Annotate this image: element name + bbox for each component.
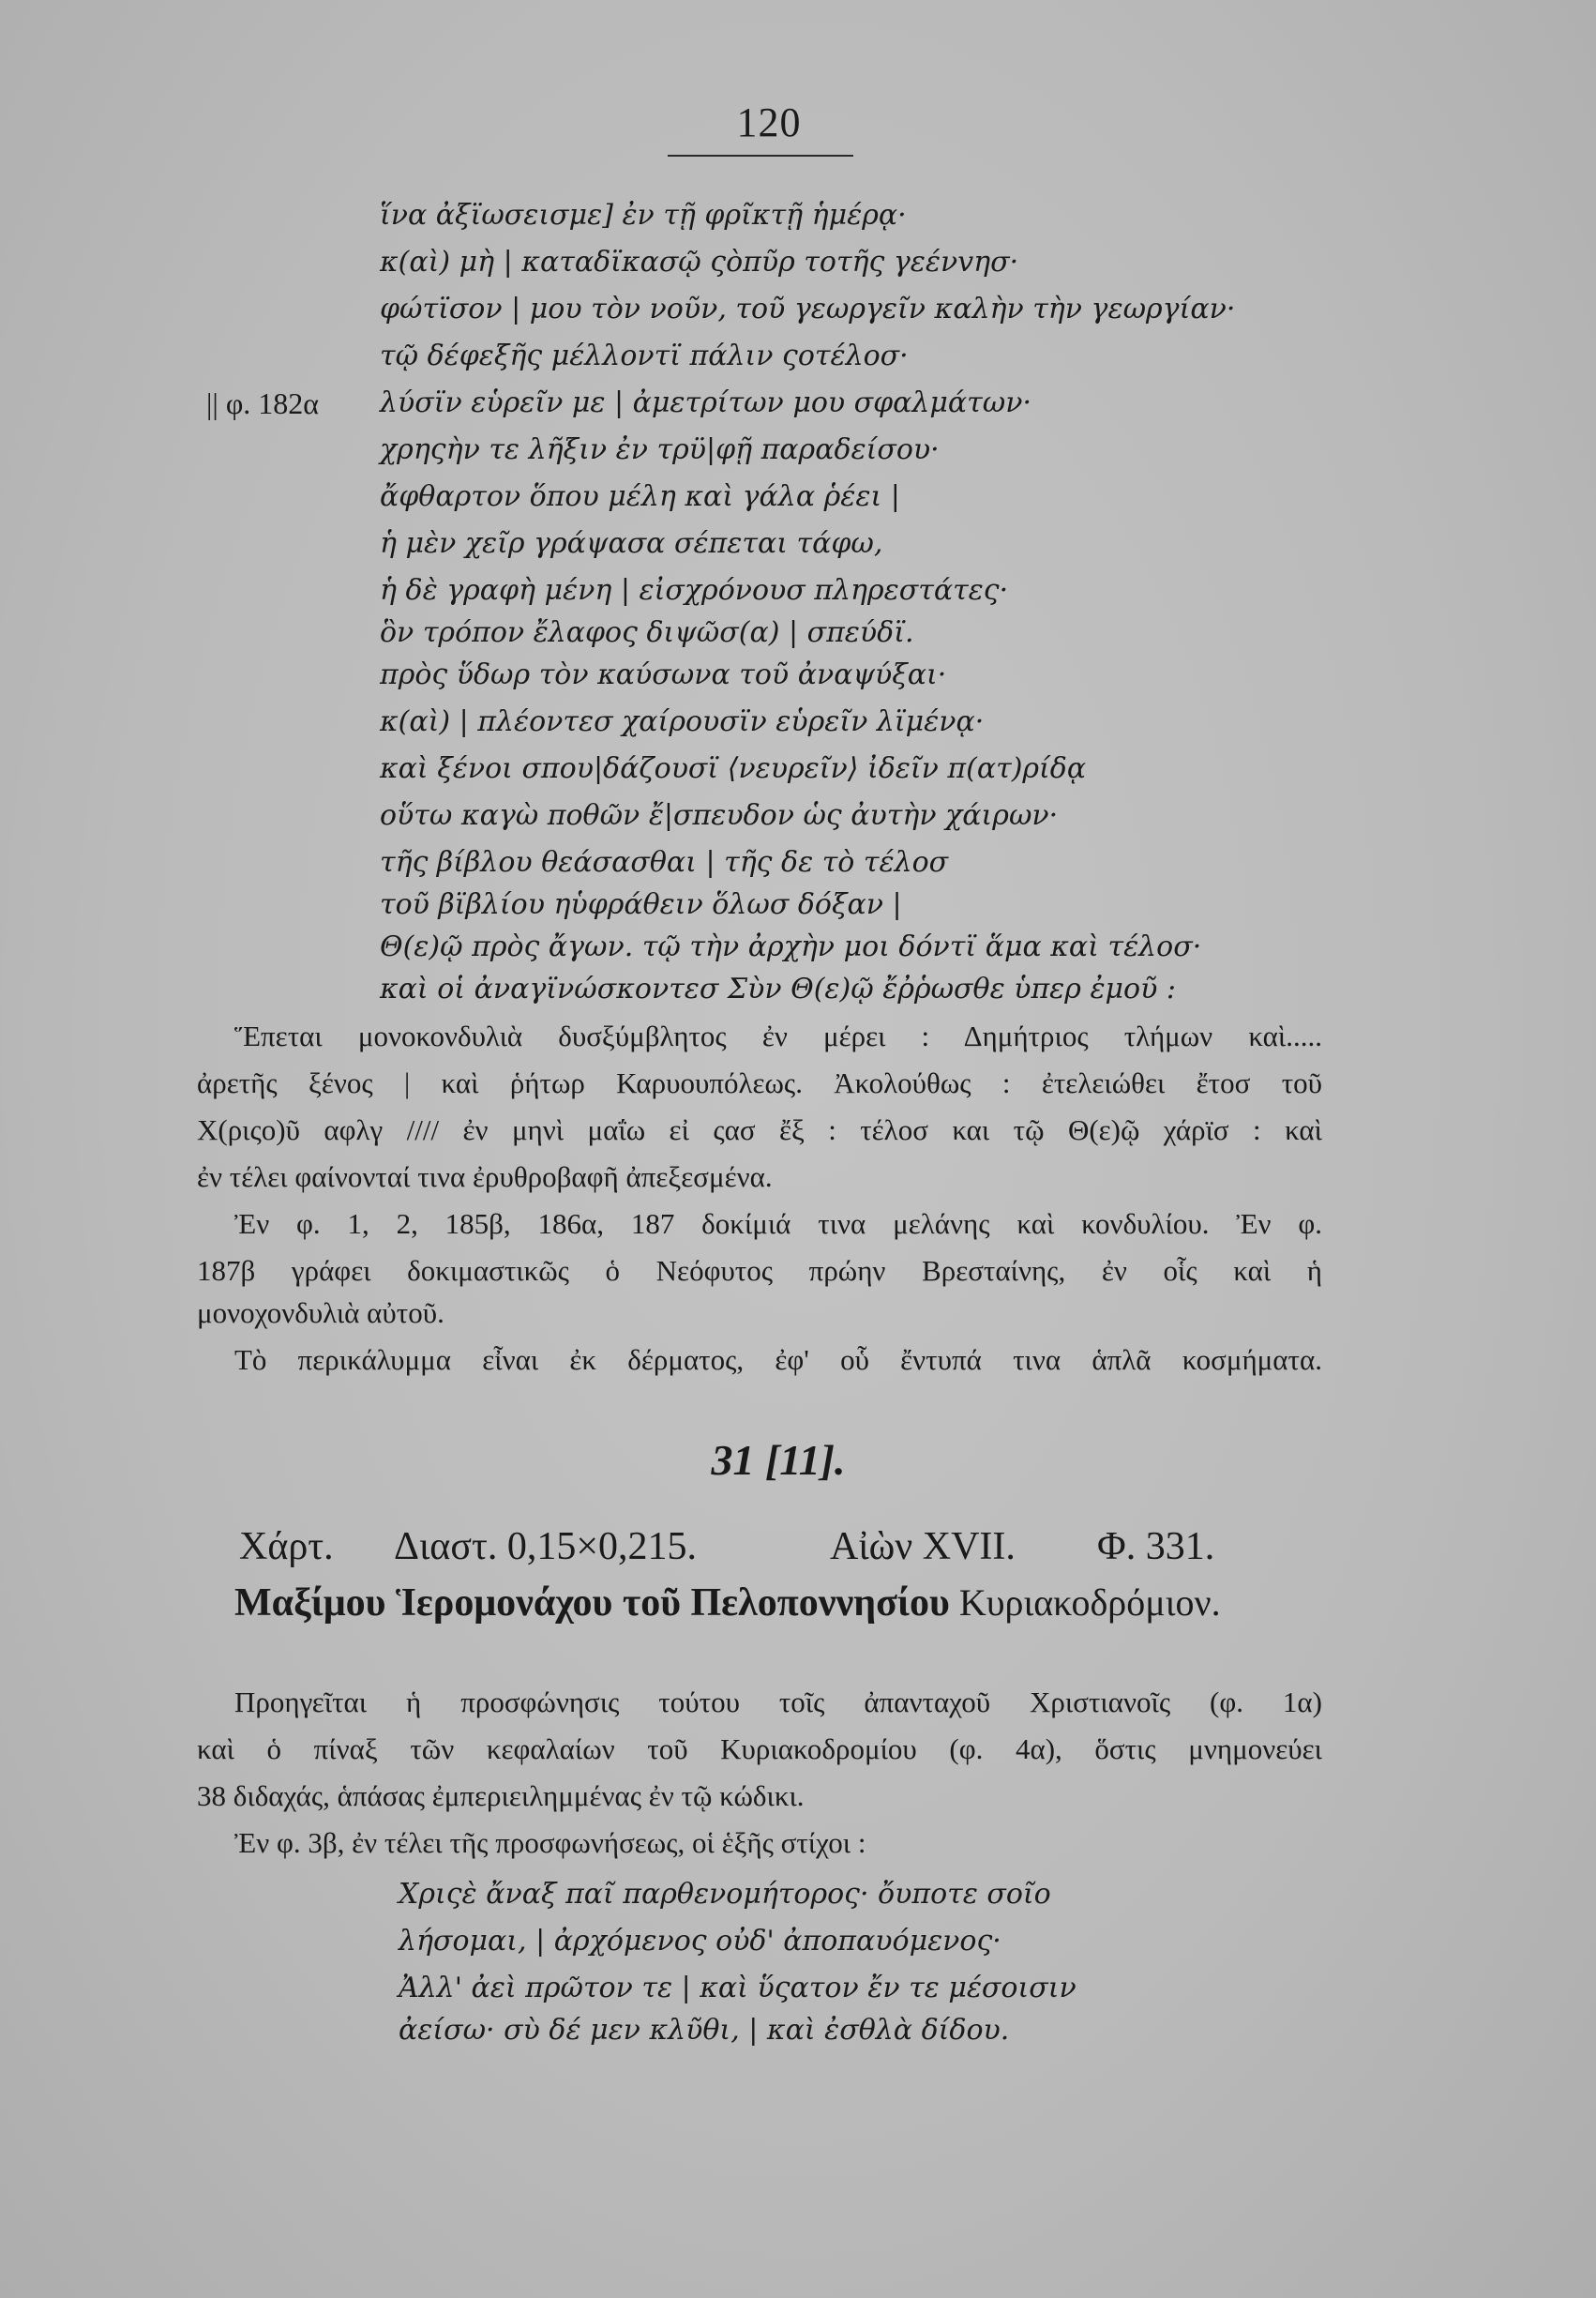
prose-line: ἐν τέλει φαίνονταί τινα ἐρυθροβαφῆ ἀπεξεσμένα. (197, 1160, 773, 1193)
poem-line: ὃν τρόπον ἔλαφος διψῶσ(α) | σπεύδϊ. (380, 616, 914, 649)
poem-line: τῷ δέφεξῆς μέλλοντϊ πάλιν ςοτέλοσ· (380, 340, 909, 372)
prose-line: Ἕπεται μονοκονδυλιὰ δυσξύμβλητος ἐν μέρει : Δημήτριος τλήμων καὶ..... (234, 1020, 1322, 1052)
page-number-rule (668, 155, 853, 157)
prose-line: μονοχονδυλιὰ αὐτοῦ. (197, 1296, 444, 1329)
prose-line: Προηγεῖται ἡ προσφώνησις τούτου τοῖς ἀπανταχοῦ Χριστιανοῖς (φ. 1α) (234, 1686, 1322, 1718)
poem-line: πρὸς ὕδωρ τὸν καύσωνα τοῦ ἀναψύξαι· (380, 658, 947, 691)
prose-line: Τὸ περικάλυμμα εἶναι ἐκ δέρματος, ἐφ' οὗ ἔντυπά τινα ἁπλᾶ κοσμήματα. (234, 1343, 1322, 1376)
prose-line: 187β γράφει δοκιμαστικῶς ὁ Νεόφυτος πρώην Βρεσταίνης, ἐν οἷς καὶ ἡ (197, 1254, 1322, 1287)
poem-line: τῆς βίβλου θεάσασθαι | τῆς δε τὸ τέλοσ (380, 846, 949, 879)
prose-line: 38 διδαχάς, ἁπάσας ἐμπεριειλημμένας ἐν τῷ κώδικι. (197, 1779, 805, 1812)
poem-line: καὶ οἱ ἀναγϊνώσκοντεσ Σὺν Θ(ε)ῷ ἔῤῥωσθε ὑπερ ἐμοῦ : (380, 973, 1176, 1005)
poem-line: ἄφθαρτον ὅπου μέλη καὶ γάλα ῥέει | (380, 480, 900, 513)
verse-line: ἀείσω· σὺ δέ μεν κλῦθι, | καὶ ἐσθλὰ δίδου. (399, 2014, 1010, 2047)
poem-line: χρηςὴν τε λῆξιν ἐν τρϋ|φῇ παραδείσου· (380, 433, 940, 466)
poem-line: οὕτω καγὼ ποθῶν ἔ|σπευδον ὡς ἀυτὴν χάιρων· (380, 799, 1059, 832)
poem-line: φώτϊσον | μου τὸν νοῦν, τοῦ γεωργεῖν καλὴν τὴν γεωργίαν· (380, 293, 1236, 325)
manuscript-number: 31 [11]. (711, 1436, 846, 1484)
verse-line: Χριςὲ ἄναξ παῖ παρθενομήτορος· ὄυποτε σοῖο (399, 1878, 1051, 1911)
prose-line: καὶ ὁ πίναξ τῶν κεφαλαίων τοῦ Κυριακοδρομίου (φ. 4α), ὅστις μνημονεύει (197, 1732, 1322, 1765)
poem-line: ἵνα ἀξϊωσεισμε] ἐν τῇ φρῖκτῇ ἡμέρᾳ· (380, 199, 907, 232)
verse-line: Ἀλλ' ἀεὶ πρῶτον τε | καὶ ὕςατον ἔν τε μέσοισιν (399, 1972, 1077, 2004)
dimensions: Διαστ. 0,15×0,215. (394, 1525, 698, 1568)
poem-line: Θ(ε)ῷ πρὸς ἄγων. τῷ τὴν ἀρχὴν μοι δόντϊ ἅμα καὶ τέλοσ· (380, 930, 1202, 963)
verse-line: λήσομαι, | ἀρχόμενος οὐδ' ἀποπαυόμενος· (399, 1925, 1001, 1958)
prose-line: ἀρετῆς ξένος | καὶ ῥήτωρ Καρυουπόλεως. Ἀκολούθως : ἐτελειώθει ἔτοσ τοῦ (197, 1066, 1322, 1099)
prose-line: Ἐν φ. 3β, ἐν τέλει τῆς προσφωνήσεως, οἱ ἑξῆς στίχοι : (234, 1826, 866, 1859)
folio-count: Φ. 331. (1097, 1525, 1215, 1568)
poem-line: καὶ ξένοι σπου|δάζουσϊ ⟨νευρεῖν⟩ ἰδεῖν π(ατ)ρίδᾳ (380, 752, 1087, 785)
poem-line: τοῦ βϊβλίου ηὑφράθειν ὅλωσ δόξαν | (380, 888, 902, 921)
poem-line: ἡ μὲν χεῖρ γράψασα σέπεται τάφω, (380, 527, 883, 560)
author-title: Μαξίμου Ἱερομονάχου τοῦ Πελοποννησίου (234, 1581, 950, 1625)
page-number: 120 (736, 99, 802, 145)
material: Χάρτ. (239, 1525, 334, 1568)
poem-line: λύσϊν εὑρεῖν με | ἀμετρίτων μου σφαλμάτων· (380, 386, 1032, 419)
poem-line: ἡ δὲ γραφὴ μένη | εἰσχρόνουσ πληρεστάτες· (380, 574, 1009, 607)
poem-line: κ(αὶ) μὴ | καταδϊκασῷ ςὸπῦρ τοτῆς γεένvησ· (380, 246, 1019, 279)
poem-line: κ(αὶ) | πλέοντεσ χαίρουσϊν εὑρεῖν λϊμένᾳ· (380, 705, 985, 738)
manuscript-title (234, 1580, 1322, 1625)
prose-line: Χ(ριςο)ῦ αφλγ //// ἐν μηνὶ μαΐω εἰ ςασ ἔξ : τέλοσ και τῷ Θ(ε)ῷ χάρϊσ : καὶ (197, 1113, 1322, 1146)
work-title: Κυριακοδρόμιον. (958, 1581, 1221, 1624)
prose-line: Ἐν φ. 1, 2, 185β, 186α, 187 δοκίμιά τινα μελάνης καὶ κονδυλίου. Ἐν φ. (234, 1207, 1322, 1240)
century: Αἰὼν XVII. (830, 1525, 1016, 1568)
folio-margin-note: || φ. 182α (206, 386, 320, 420)
